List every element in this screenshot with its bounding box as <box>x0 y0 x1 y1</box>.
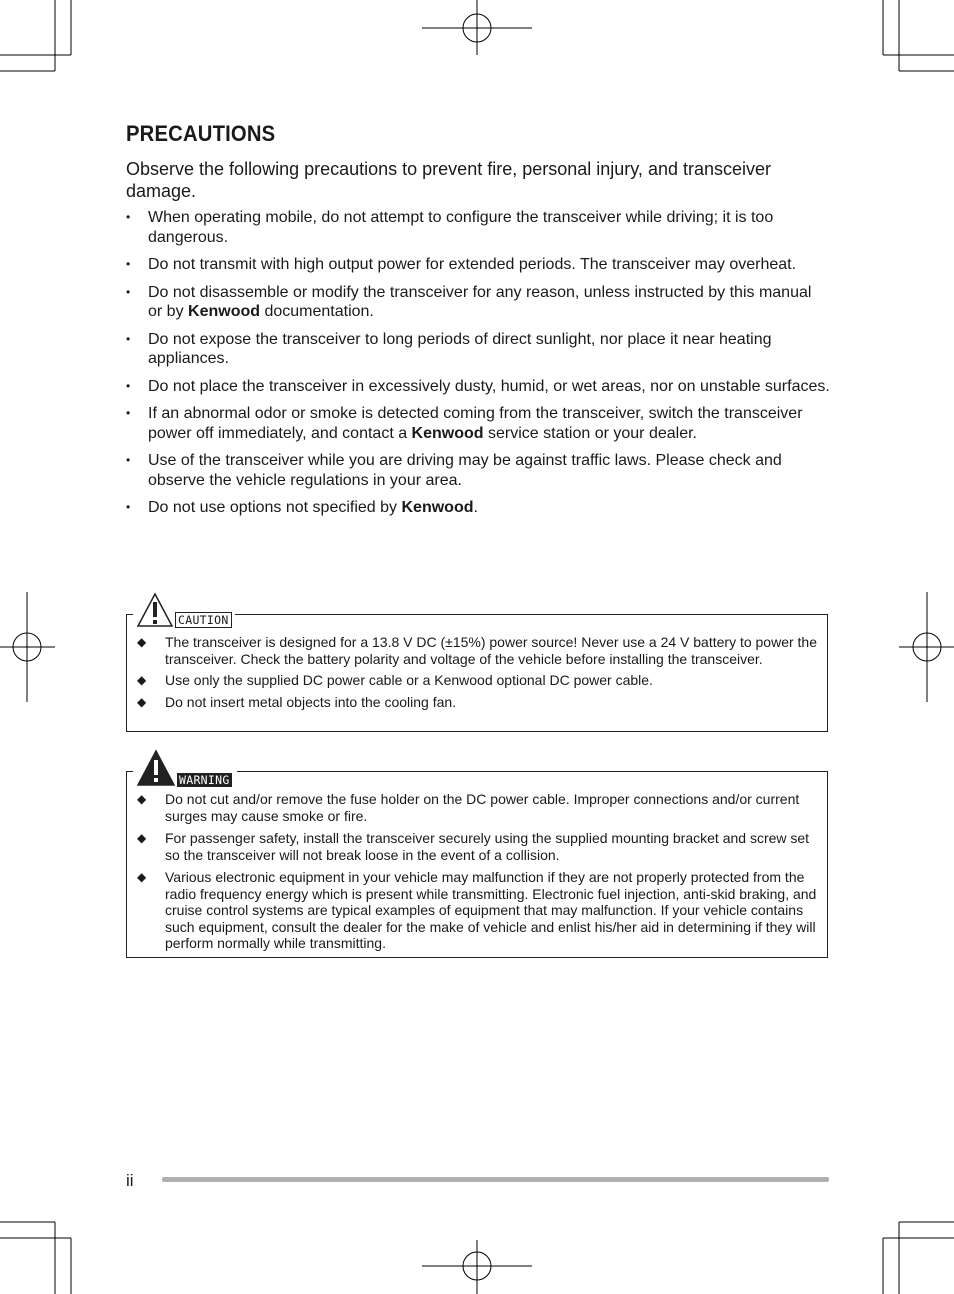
precautions-list <box>126 208 830 526</box>
warning-box <box>126 771 828 958</box>
precaution-item <box>126 208 830 247</box>
caution-item-text: Do not insert metal objects into the cooling fan. <box>165 693 457 710</box>
precaution-text: Do not place the transceiver in excessively dusty, humid, or wet areas, nor on unstable surfaces. <box>148 377 830 395</box>
precaution-text-end: documentation. <box>260 303 374 320</box>
diamond-bullet-icon: ◆ <box>137 792 147 806</box>
page-title: PRECAUTIONS <box>126 121 276 146</box>
brand-name: Kenwood <box>401 499 474 516</box>
precaution-text-end: . <box>473 499 478 516</box>
warning-box-top-rule-left <box>127 771 133 772</box>
brand-name: Kenwood <box>411 424 484 442</box>
warning-label: WARNING <box>179 773 230 787</box>
intro-text: Observe the following precautions to prevent fire, personal injury, and transceiver damage. <box>126 159 772 201</box>
bullet-glyph: • <box>126 257 131 271</box>
bullet-glyph: • <box>126 378 131 393</box>
warning-list <box>137 791 819 958</box>
diamond-bullet-icon: ◆ <box>137 635 147 649</box>
warning-item-text: Do not cut and/or remove the fuse holder on the DC power cable. Improper connections and/or current surges may cause smoke or fire. <box>165 791 800 824</box>
bullet-glyph: • <box>126 500 131 514</box>
precaution-item <box>126 498 830 518</box>
warning-item <box>137 869 819 952</box>
bullet-glyph: • <box>126 331 131 346</box>
warning-item <box>137 830 819 863</box>
bullet-glyph: • <box>126 284 131 299</box>
caution-item <box>137 694 819 711</box>
warning-item <box>137 791 819 824</box>
precaution-item <box>126 255 830 275</box>
precaution-text-end: service station or your dealer. <box>483 424 697 442</box>
precaution-text: Do not disassemble or modify the transceiver for any reason, unless instructed by this manual or by <box>148 283 812 320</box>
caution-box <box>126 614 828 732</box>
caution-item <box>137 672 819 689</box>
precaution-item <box>126 404 830 443</box>
brand-name: Kenwood <box>188 303 261 320</box>
diamond-bullet-icon: ◆ <box>137 870 147 884</box>
footer-bar <box>162 1177 829 1182</box>
precaution-item <box>126 283 830 322</box>
warning-item-text: For passenger safety, install the transceiver securely using the supplied mounting bracket and screw set so the transceiver will not break loose in the event of a collision. <box>165 830 810 863</box>
exclamation-triangle-filled-icon <box>137 749 175 787</box>
precaution-text: Do not use options not specified by <box>148 499 402 516</box>
caution-label: CAUTION <box>175 612 232 628</box>
warning-box-top-rule <box>237 771 827 772</box>
page-number: ii <box>126 1171 134 1190</box>
precaution-text: When operating mobile, do not attempt to configure the transceiver while driving; it is too dangerous. <box>148 209 774 246</box>
bullet-glyph: • <box>126 406 131 420</box>
warning-item-text: Various electronic equipment in your vehicle may malfunction if they are not properly protected from the radio frequency energy which is present while transmitting. Electronic fuel injection, anti-skid braking, and cruise control systems are typical examples of equipment that may malfunction. If your vehicle contains such equipment, consult the dealer for the make of vehicle and enlist his/her aid in determining if they will perform normally while transmitting. <box>165 869 817 951</box>
caution-header <box>137 592 232 628</box>
caution-item-text: Use only the supplied DC power cable or a Kenwood optional DC power cable. <box>165 672 653 688</box>
exclamation-triangle-outline-icon <box>137 592 173 628</box>
precaution-text: Do not expose the transceiver to long periods of direct sunlight, nor place it near heating appliances. <box>148 330 772 367</box>
caution-item-text: The transceiver is designed for a 13.8 V DC (±15%) power source! Never use a 24 V battery to power the transceiver. Check the battery polarity and voltage of the vehicle before installing the transceiver. <box>165 634 818 667</box>
precaution-item <box>126 330 830 369</box>
precaution-text: Use of the transceiver while you are driving may be against traffic laws. Please check and observe the vehicle regulations in your area. <box>148 452 782 489</box>
caution-list <box>137 634 819 715</box>
precaution-item <box>126 451 830 490</box>
precaution-item <box>126 377 830 397</box>
precaution-text: Do not transmit with high output power for extended periods. The transceiver may overheat. <box>148 256 797 273</box>
warning-header <box>137 749 232 787</box>
caution-box-top-rule-left <box>127 614 133 615</box>
bullet-glyph: • <box>126 210 131 224</box>
diamond-bullet-icon: ◆ <box>137 694 147 709</box>
diamond-bullet-icon: ◆ <box>137 831 147 845</box>
diamond-bullet-icon: ◆ <box>137 673 147 687</box>
caution-item <box>137 634 819 667</box>
precaution-text: If an abnormal odor or smoke is detected coming from the transceiver, switch the transceiver power off immediately, and contact a <box>148 405 803 442</box>
bullet-glyph: • <box>126 453 131 467</box>
caution-box-top-rule <box>235 614 827 615</box>
